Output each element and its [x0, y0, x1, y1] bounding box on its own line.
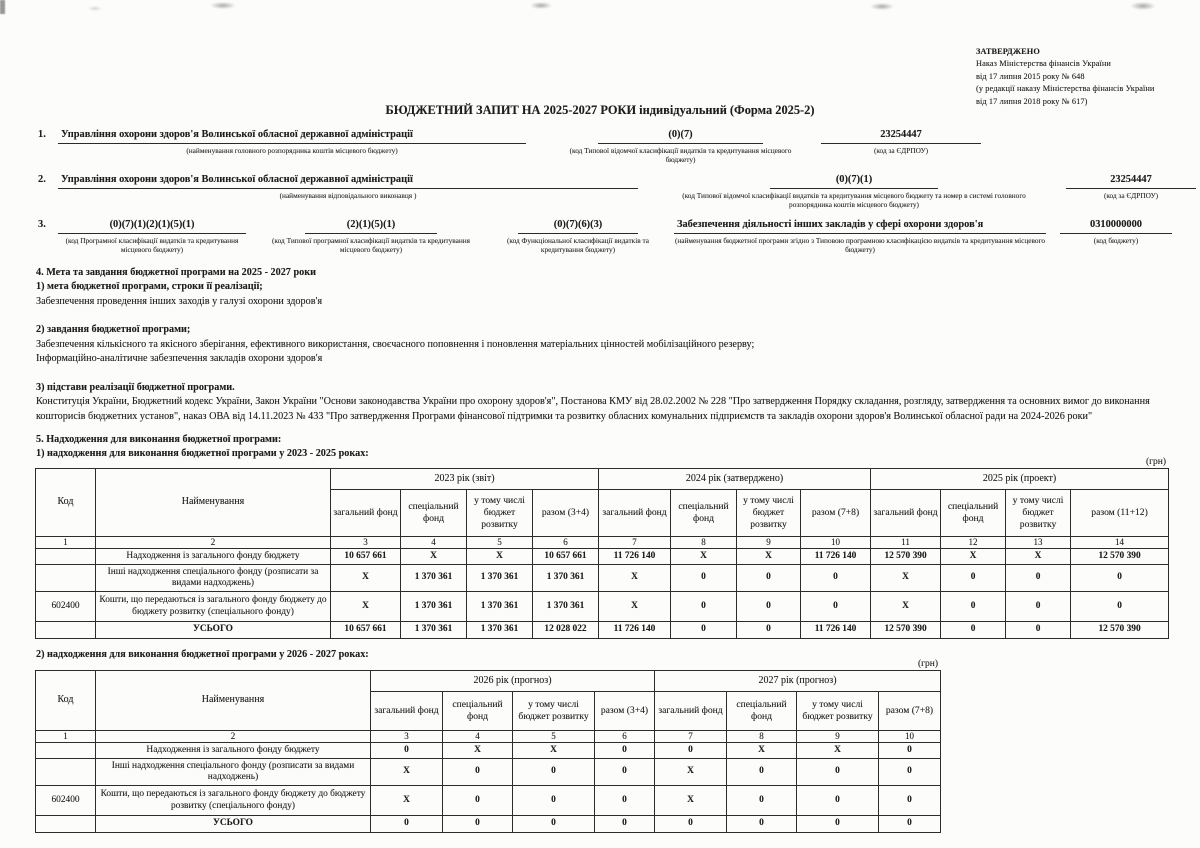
- field-caption: (код Типової відомчої класифікації видатків та кредитування місцевого бюджету): [569, 145, 792, 165]
- table-row: [36, 759, 941, 786]
- cell-value: 1 370 361: [401, 565, 467, 592]
- column-number: 10: [801, 537, 871, 549]
- scan-artifact: [210, 2, 236, 9]
- item-number: 3.: [38, 219, 46, 230]
- cell-value: X: [1006, 549, 1071, 565]
- cell-value: 1 370 361: [401, 592, 467, 622]
- cell-code: 602400: [36, 592, 96, 622]
- column-number: 6: [595, 731, 655, 743]
- field-caption: (код Типової відомчої класифікації видатків та кредитування місцевого бюджету та номер в системі головного розпорядника коштів місцевого бюджету): [682, 190, 1026, 210]
- header-cell: у тому числі бюджет розвитку: [737, 490, 801, 537]
- cell-value: X: [371, 786, 443, 816]
- cell-value: 12 570 390: [1071, 622, 1169, 639]
- header-cell: у тому числі бюджет розвитку: [513, 692, 595, 731]
- column-number: 8: [727, 731, 797, 743]
- header-year-group: 2026 рік (прогноз): [371, 671, 655, 692]
- table-row: [36, 549, 1169, 565]
- cell-code: [36, 549, 96, 565]
- cell-value: X: [467, 549, 533, 565]
- cell-value: X: [331, 565, 401, 592]
- cell-value: X: [871, 592, 941, 622]
- column-number: 8: [671, 537, 737, 549]
- cell-value: X: [655, 759, 727, 786]
- table-2026-2027-wrapper: [35, 659, 940, 833]
- field-caption: (код Програмної класифікації видатків та кредитування місцевого бюджету): [65, 235, 239, 255]
- revenues-table-2023-2025: [35, 468, 1169, 639]
- cell-value: 0: [941, 565, 1006, 592]
- table-row: [36, 565, 1169, 592]
- cell-value: 0: [595, 759, 655, 786]
- cell-value: 0: [879, 759, 941, 786]
- header-cell: загальний фонд: [655, 692, 727, 731]
- cell-code: [36, 565, 96, 592]
- cell-value: 0: [513, 816, 595, 833]
- cell-value: 0: [671, 565, 737, 592]
- column-number: 7: [655, 731, 727, 743]
- cell-value: 0: [595, 786, 655, 816]
- cell-value: X: [513, 743, 595, 759]
- field-caption: (найменування бюджетної програми згідно з Типовою програмною класифікацією видатків та кредитування місцевого бюджету): [674, 235, 1046, 255]
- header-cell: загальний фонд: [871, 490, 941, 537]
- cell-value: 0: [1006, 622, 1071, 639]
- approved-line: Наказ Міністерства фінансів України: [976, 59, 1111, 69]
- section-5-heading: 5. Надходження для виконання бюджетної програми:: [36, 434, 282, 445]
- field-value: (0)(7)(1)(2)(1)(5)(1): [58, 218, 246, 234]
- header-cell: разом (7+8): [801, 490, 871, 537]
- cell-value: 12 028 022: [533, 622, 599, 639]
- header-cell: спеціальний фонд: [727, 692, 797, 731]
- cell-value: 0: [727, 786, 797, 816]
- approved-line: ЗАТВЕРДЖЕНО: [976, 47, 1040, 56]
- cell-code: [36, 743, 96, 759]
- field-value: (0)(7)(1): [770, 173, 938, 189]
- header-cell: у тому числі бюджет розвитку: [797, 692, 879, 731]
- column-number: 14: [1071, 537, 1169, 549]
- column-number: 9: [737, 537, 801, 549]
- table-total-row: [36, 622, 1169, 639]
- column-number: 9: [797, 731, 879, 743]
- header-cell: разом (3+4): [595, 692, 655, 731]
- field-program-class-code: [58, 218, 246, 255]
- currency-note: (грн): [917, 659, 938, 669]
- field-value: (0)(7): [598, 128, 763, 144]
- column-number: 11: [871, 537, 941, 549]
- approved-line: від 17 липня 2018 року № 617): [976, 96, 1088, 106]
- cell-value: 0: [727, 816, 797, 833]
- spacer: [36, 367, 1172, 381]
- header-cell-code: Код: [36, 469, 96, 537]
- column-number: 4: [401, 537, 467, 549]
- header-cell: спеціальний фонд: [671, 490, 737, 537]
- cell-value: 0: [737, 622, 801, 639]
- field-caption: (код за ЄДРПОУ): [873, 145, 929, 155]
- column-number: 2: [96, 731, 371, 743]
- field-functional-class-code: [496, 218, 660, 255]
- field-value: Забезпечення діяльності інших закладів у сфері охорони здоров'я: [674, 218, 1046, 234]
- cell-value: 1 370 361: [401, 622, 467, 639]
- column-number: 4: [443, 731, 513, 743]
- table-row: [36, 786, 941, 816]
- cell-name: Кошти, що передаються із загального фонду бюджету до бюджету розвитку (спеціального фонду): [96, 786, 371, 816]
- cell-value: 0: [797, 759, 879, 786]
- cell-value: 0: [797, 816, 879, 833]
- cell-value: 11 726 140: [801, 549, 871, 565]
- item-number: 2.: [38, 174, 46, 185]
- cell-value: 0: [801, 565, 871, 592]
- approved-line: від 17 липня 2015 року № 648: [976, 71, 1085, 81]
- goal-heading: 1) мета бюджетної програми, строки її реалізації;: [36, 281, 263, 293]
- cell-value: 1 370 361: [467, 622, 533, 639]
- field-value: (0)(7)(6)(3): [518, 218, 638, 234]
- column-number: 6: [533, 537, 599, 549]
- cell-value: 0: [941, 592, 1006, 622]
- cell-value: X: [871, 565, 941, 592]
- cell-value: 0: [595, 816, 655, 833]
- field-executor-name: [58, 173, 638, 200]
- header-cell: разом (11+12): [1071, 490, 1169, 537]
- cell-value: 11 726 140: [599, 549, 671, 565]
- cell-value: 10 657 661: [331, 549, 401, 565]
- cell-value: 1 370 361: [467, 565, 533, 592]
- cell-code: 602400: [36, 786, 96, 816]
- item-3-program: [38, 218, 1172, 255]
- field-caption: (код Типової програмної класифікації видатків та кредитування місцевого бюджету): [271, 235, 471, 255]
- header-year-group: 2027 рік (прогноз): [655, 671, 941, 692]
- field-program-name: [674, 218, 1046, 255]
- tasks-line: Забезпечення кількісного та якісного зберігання, ефективного використання, своєчасного поповнення і поновлення матеріальних цінностей мобілізаційного резерву;: [36, 338, 755, 350]
- cell-value: 0: [443, 759, 513, 786]
- field-caption: (найменування головного розпорядника коштів місцевого бюджету): [186, 145, 398, 155]
- column-number: 10: [879, 731, 941, 743]
- field-caption: (найменування відповідального виконавця ): [279, 190, 417, 200]
- cell-value: 0: [655, 743, 727, 759]
- tasks-heading: 2) завдання бюджетної програми;: [36, 324, 191, 336]
- cell-value: X: [727, 743, 797, 759]
- header-cell: загальний фонд: [331, 490, 401, 537]
- cell-name: Надходження із загального фонду бюджету: [96, 549, 331, 565]
- cell-value: 0: [443, 816, 513, 833]
- cell-code: [36, 816, 96, 833]
- header-cell: разом (3+4): [533, 490, 599, 537]
- cell-value: 0: [801, 592, 871, 622]
- revenues-table-2026-2027: [35, 670, 941, 833]
- header-cell: разом (7+8): [879, 692, 941, 731]
- cell-name: Кошти, що передаються із загального фонду бюджету до бюджету розвитку (спеціального фонду): [96, 592, 331, 622]
- cell-value: 1 370 361: [467, 592, 533, 622]
- scan-artifact: [530, 2, 552, 9]
- grounds-heading: 3) підстави реалізації бюджетної програми.: [36, 381, 235, 393]
- cell-value: X: [671, 549, 737, 565]
- field-value: Управління охорони здоров'я Волинської обласної державної адміністрації: [58, 128, 526, 144]
- table-row: [36, 592, 1169, 622]
- cell-value: 0: [671, 622, 737, 639]
- scan-artifact: [870, 3, 894, 10]
- table-2023-2025-wrapper: [35, 457, 1168, 639]
- column-number: 13: [1006, 537, 1071, 549]
- section-5-sub2: 2) надходження для виконання бюджетної програми у 2026 - 2027 роках:: [36, 649, 369, 660]
- cell-value: 0: [595, 743, 655, 759]
- cell-value: 11 726 140: [599, 622, 671, 639]
- column-number: 5: [467, 537, 533, 549]
- header-year-group: 2023 рік (звіт): [331, 469, 599, 490]
- section-4-heading: 4. Мета та завдання бюджетної програми на 2025 - 2027 роки: [36, 267, 316, 278]
- cell-value: X: [599, 565, 671, 592]
- field-value: (2)(1)(5)(1): [305, 218, 437, 234]
- cell-value: X: [655, 786, 727, 816]
- cell-value: 0: [1006, 592, 1071, 622]
- cell-name: УСЬОГО: [96, 622, 331, 639]
- cell-value: 10 657 661: [533, 549, 599, 565]
- cell-value: 0: [1071, 565, 1169, 592]
- field-value: 23254447: [821, 128, 981, 144]
- cell-name: Інші надходження спеціального фонду (розписати за видами надходжень): [96, 565, 331, 592]
- column-number: 1: [36, 731, 96, 743]
- header-cell-code: Код: [36, 671, 96, 731]
- cell-value: 12 570 390: [871, 549, 941, 565]
- grounds-text: Конституція України, Бюджетний кодекс України, Закон України "Основи законодавства України про охорону здоров'я", Постанова КМУ від 28.02.2002 № 228 "Про затвердження Порядку складання, розгляду, затвердження та основних вимог до виконання кошторисів бюджетних установ", наказ ОВА від 14.11.2023 № 433 "Про затвердження Програми фінансової підтримки та розвитку обласних комунальних підприємств та закладів охорони здоров'я Волинської обласної ради на 2024-2026 роки": [36, 396, 1150, 422]
- header-cell: загальний фонд: [371, 692, 443, 731]
- column-number: 3: [371, 731, 443, 743]
- cell-value: 0: [737, 565, 801, 592]
- approved-stamp: [976, 46, 1154, 108]
- header-cell: спеціальний фонд: [401, 490, 467, 537]
- cell-code: [36, 622, 96, 639]
- cell-value: X: [599, 592, 671, 622]
- field-type-class-code: [660, 173, 1048, 210]
- cell-value: 0: [797, 786, 879, 816]
- table-total-row: [36, 816, 941, 833]
- field-caption: (код бюджету): [1093, 235, 1139, 245]
- cell-value: 0: [371, 816, 443, 833]
- cell-code: [36, 759, 96, 786]
- cell-value: 1 370 361: [533, 592, 599, 622]
- cell-value: X: [401, 549, 467, 565]
- cell-value: 0: [671, 592, 737, 622]
- cell-value: 12 570 390: [871, 622, 941, 639]
- header-year-group: 2025 рік (проект): [871, 469, 1169, 490]
- column-number: 1: [36, 537, 96, 549]
- column-number: 3: [331, 537, 401, 549]
- cell-value: 0: [879, 743, 941, 759]
- cell-value: X: [331, 592, 401, 622]
- approved-line: (у редакції наказу Міністерства фінансів України: [976, 84, 1155, 94]
- header-cell: у тому числі бюджет розвитку: [467, 490, 533, 537]
- cell-value: 0: [737, 592, 801, 622]
- cell-value: 12 570 390: [1071, 549, 1169, 565]
- cell-value: 10 657 661: [331, 622, 401, 639]
- page-title: БЮДЖЕТНИЙ ЗАПИТ НА 2025-2027 РОКИ індивідуальний (Форма 2025-2): [385, 103, 815, 117]
- cell-value: 0: [941, 622, 1006, 639]
- field-caption: (код Функціональної класифікації видатків та кредитування бюджету): [506, 235, 650, 255]
- field-value: 23254447: [1066, 173, 1196, 189]
- field-main-manager-name: [58, 128, 526, 155]
- goal-text: Забезпечення проведення інших заходів у галузі охорони здоров'я: [36, 295, 323, 307]
- cell-value: 11 726 140: [801, 622, 871, 639]
- item-2-responsible-executor: [38, 173, 1196, 210]
- cell-value: 0: [443, 786, 513, 816]
- cell-value: X: [941, 549, 1006, 565]
- field-value: Управління охорони здоров'я Волинської обласної державної адміністрації: [58, 173, 638, 189]
- item-number: 1.: [38, 129, 46, 140]
- cell-name: Інші надходження спеціального фонду (розписати за видами надходжень): [96, 759, 371, 786]
- cell-value: 0: [371, 743, 443, 759]
- field-edrpou-code: [1066, 173, 1196, 200]
- cell-value: 0: [879, 816, 941, 833]
- column-number: 5: [513, 731, 595, 743]
- cell-value: 0: [879, 786, 941, 816]
- header-cell: у тому числі бюджет розвитку: [1006, 490, 1071, 537]
- column-number: 2: [96, 537, 331, 549]
- cell-value: 0: [513, 786, 595, 816]
- column-number: 12: [941, 537, 1006, 549]
- cell-value: 0: [513, 759, 595, 786]
- header-cell: загальний фонд: [599, 490, 671, 537]
- scan-artifact: [88, 6, 102, 11]
- section-4-goal-and-tasks: [36, 266, 1172, 424]
- currency-note: (грн): [1145, 457, 1166, 467]
- section-5-sub1: 1) надходження для виконання бюджетної програми у 2023 - 2025 роках:: [36, 448, 369, 460]
- cell-value: 0: [1071, 592, 1169, 622]
- cell-name: УСЬОГО: [96, 816, 371, 833]
- spacer: [36, 309, 1172, 323]
- field-value: 0310000000: [1060, 218, 1172, 234]
- cell-value: 0: [727, 759, 797, 786]
- scan-artifact: [1130, 2, 1156, 10]
- field-type-program-class-code: [260, 218, 482, 255]
- cell-value: 1 370 361: [533, 565, 599, 592]
- header-cell-name: Найменування: [96, 469, 331, 537]
- scan-artifact: [0, 0, 5, 14]
- cell-value: X: [371, 759, 443, 786]
- header-cell: спеціальний фонд: [941, 490, 1006, 537]
- header-cell: спеціальний фонд: [443, 692, 513, 731]
- cell-name: Надходження із загального фонду бюджету: [96, 743, 371, 759]
- cell-value: X: [737, 549, 801, 565]
- header-year-group: 2024 рік (затверджено): [599, 469, 871, 490]
- cell-value: 0: [655, 816, 727, 833]
- field-budget-code: [1060, 218, 1172, 245]
- tasks-line: Інформаційно-аналітичне забезпечення закладів охорони здоров'я: [36, 353, 323, 365]
- header-cell-name: Найменування: [96, 671, 371, 731]
- cell-value: X: [443, 743, 513, 759]
- cell-value: 0: [1006, 565, 1071, 592]
- field-edrpou-code: [821, 128, 981, 155]
- table-row: [36, 743, 941, 759]
- item-1-main-manager: [38, 128, 981, 165]
- field-caption: (код за ЄДРПОУ): [1103, 190, 1159, 200]
- cell-value: X: [797, 743, 879, 759]
- column-number: 7: [599, 537, 671, 549]
- field-type-class-code: [568, 128, 793, 165]
